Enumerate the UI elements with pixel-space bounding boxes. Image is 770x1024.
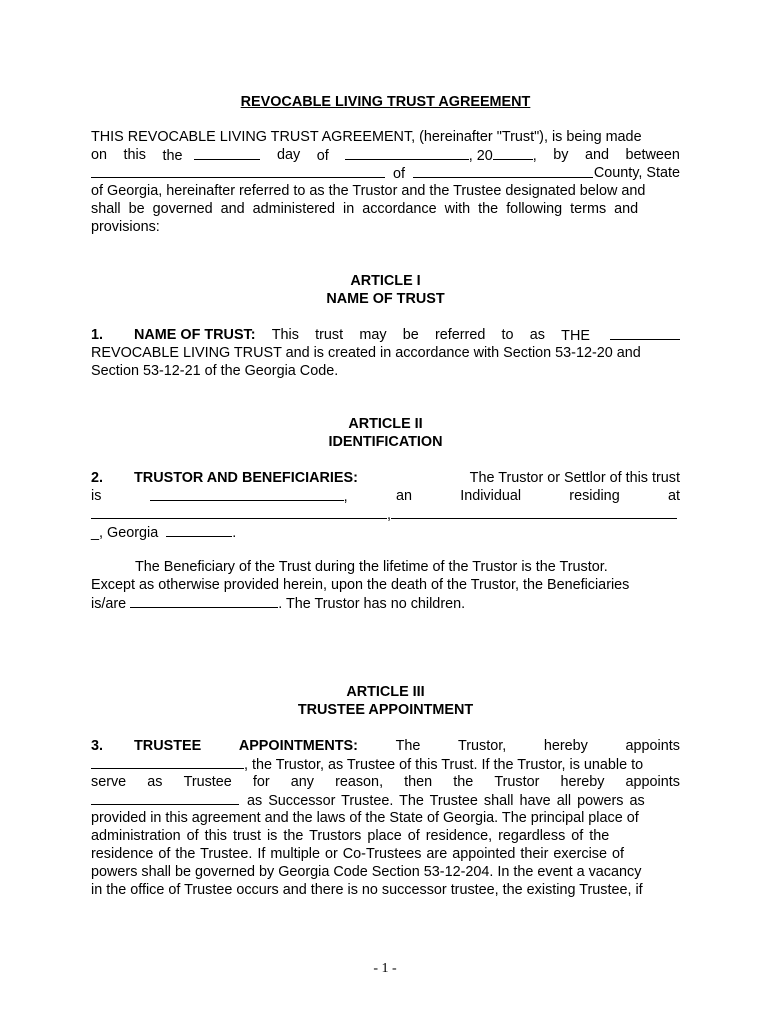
city-blank[interactable] xyxy=(391,505,677,519)
zip-blank[interactable] xyxy=(166,523,232,537)
article-2-heading: ARTICLE II xyxy=(348,416,423,432)
article-3-paragraph xyxy=(91,737,680,899)
trustor-blank[interactable] xyxy=(150,487,344,501)
article-3-heading: ARTICLE III xyxy=(346,684,425,700)
street-address-blank[interactable] xyxy=(91,505,387,519)
article-2-paragraph-1 xyxy=(91,469,680,541)
month-blank[interactable] xyxy=(345,146,469,160)
intro-line-4: of Georgia, hereinafter referred to as the Trustor and the Trustee designated below and xyxy=(91,183,646,199)
article-3-line-6: administration of this trust is the Trustors place of residence, regardless of the xyxy=(91,828,610,844)
page-number: - 1 - xyxy=(373,961,397,976)
beneficiaries-blank[interactable] xyxy=(130,594,278,608)
year-blank[interactable] xyxy=(493,146,533,160)
article-3-line-5: provided in this agreement and the laws of the State of Georgia. The principal place of xyxy=(91,810,639,826)
article-2-p2-line-1: The Beneficiary of the Trust during the lifetime of the Trustor is the Trustor. xyxy=(135,559,608,575)
article-2-subheading: IDENTIFICATION xyxy=(328,434,443,450)
intro-paragraph xyxy=(91,128,680,236)
article-1-line-1: 1. NAME OF TRUST: This trust may be referred to as THE xyxy=(91,326,680,344)
article-3-line-4: as Successor Trustee. The Trustee shall have all powers as xyxy=(91,791,680,809)
article-3-line-2: , the Trustor, as Trustee of this Trust. If the Trustor, is unable to xyxy=(91,755,680,773)
article-2-p2-line-2: Except as otherwise provided herein, upon the death of the Trustor, the Beneficiaries xyxy=(91,577,630,593)
article-2-line-2: is , an Individual residing at xyxy=(91,488,680,505)
article-3-line-7: residence of the Trustee. If multiple or Co-Trustees are appointed their exercise of xyxy=(91,846,624,862)
article-2-p2-line-3: is/are . The Trustor has no children. xyxy=(91,596,466,612)
article-1-line-2: REVOCABLE LIVING TRUST and is created in accordance with Section 53-12-20 and xyxy=(91,345,641,361)
trustor-name-blank[interactable] xyxy=(91,164,385,178)
article-2-paragraph-2 xyxy=(91,558,680,612)
article-3-line-3: serve as Trustee for any reason, then the Trustor hereby appoints xyxy=(91,774,680,790)
article-2-line-4: _, Georgia . xyxy=(91,525,237,541)
article-1-subheading: NAME OF TRUST xyxy=(326,291,445,307)
article-1-paragraph xyxy=(91,326,680,380)
article-3-line-9: in the office of Trustee occurs and there is no successor trustee, the existing Trustee, if xyxy=(91,882,643,898)
day-blank[interactable] xyxy=(194,146,260,160)
document-title: REVOCABLE LIVING TRUST AGREEMENT xyxy=(240,94,531,110)
trust-name-blank[interactable] xyxy=(610,326,680,340)
article-1-heading: ARTICLE I xyxy=(350,273,421,289)
trustee-blank[interactable] xyxy=(91,755,244,769)
article-3-line-8: powers shall be governed by Georgia Code Section 53-12-204. In the event a vacancy xyxy=(91,864,642,880)
article-1-line-3: Section 53-12-21 of the Georgia Code. xyxy=(91,363,339,379)
intro-line-3: of County, State xyxy=(91,164,680,182)
intro-line-2: on this the day of , 20 , by and between xyxy=(91,147,680,164)
intro-line-5: shall be governed and administered in accordance with the following terms and xyxy=(91,201,639,217)
intro-line-6: provisions: xyxy=(91,219,160,235)
article-2-line-3: , xyxy=(91,505,680,523)
article-2-line-1: 2. TRUSTOR AND BENEFICIARIES: The Trustor or Settlor of this trust xyxy=(91,470,680,486)
article-3-subheading: TRUSTEE APPOINTMENT xyxy=(297,702,474,718)
county-blank[interactable] xyxy=(413,164,593,178)
intro-line-1: THIS REVOCABLE LIVING TRUST AGREEMENT, (hereinafter "Trust"), is being made xyxy=(91,129,642,145)
article-3-line-1: 3. TRUSTEE APPOINTMENTS: The Trustor, hereby appoints xyxy=(91,738,680,754)
successor-trustee-blank[interactable] xyxy=(91,791,239,805)
